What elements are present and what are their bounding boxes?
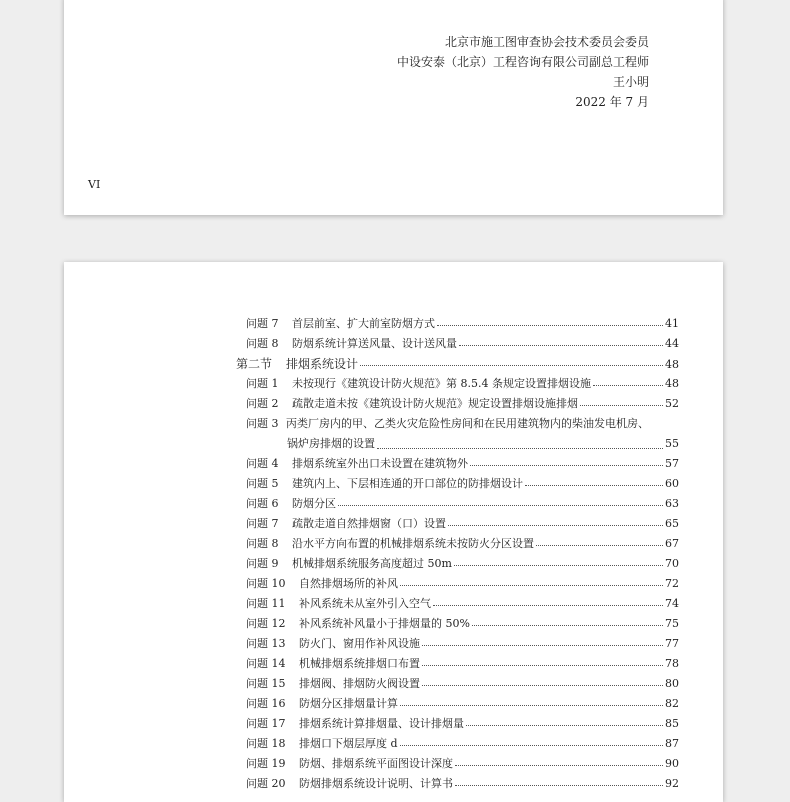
toc-entry-page: 57 <box>665 457 679 470</box>
toc-entry-label: 问题 18 <box>246 737 286 750</box>
toc-entry-title: 未按现行《建筑设计防火规范》第 8.5.4 条规定设置排烟设施 <box>292 377 591 390</box>
toc-entry[interactable] <box>246 674 679 694</box>
leader-dots <box>422 645 663 646</box>
toc-entry-label: 问题 13 <box>246 637 286 650</box>
toc-entry-page: 55 <box>665 437 679 450</box>
toc-entry-page: 78 <box>665 657 679 670</box>
toc-entry-page: 74 <box>665 597 679 610</box>
toc-entry-page: 82 <box>665 697 679 710</box>
toc-entry[interactable] <box>246 494 679 514</box>
toc-entry-title: 机械排烟系统服务高度超过 50m <box>292 557 452 570</box>
toc-entry[interactable] <box>246 334 679 354</box>
toc-entry-label: 问题 20 <box>246 777 286 790</box>
leader-dots <box>454 565 663 566</box>
toc-entry-title: 疏散走道未按《建筑设计防火规范》规定设置排烟设施排烟 <box>292 397 578 410</box>
leader-dots <box>455 785 663 786</box>
toc-entry-title: 首层前室、扩大前室防烟方式 <box>292 317 435 330</box>
toc-entry-title: 补风系统未从室外引入空气 <box>299 597 431 610</box>
toc-entry-continuation[interactable] <box>287 434 679 454</box>
leader-dots <box>422 685 663 686</box>
leader-dots <box>466 725 663 726</box>
toc-entry[interactable] <box>246 534 679 554</box>
toc-entry[interactable] <box>246 474 679 494</box>
toc-entry-page: 70 <box>665 557 679 570</box>
toc-entry-label: 问题 17 <box>246 717 286 730</box>
toc-entry[interactable] <box>246 394 679 414</box>
toc-entry-label: 问题 8 <box>246 337 279 350</box>
toc-entry[interactable] <box>246 774 679 794</box>
leader-dots <box>377 448 663 449</box>
toc-entry-title-cont: 锅炉房排烟的设置 <box>287 437 375 450</box>
toc-entry-title: 防火门、窗用作补风设施 <box>299 637 420 650</box>
toc-entry-page: 87 <box>665 737 679 750</box>
toc-entry-page: 65 <box>665 517 679 530</box>
toc-section-label: 第二节 <box>236 357 273 371</box>
toc-entry-page: 44 <box>665 337 679 350</box>
toc-entry-label: 问题 3 <box>246 417 279 430</box>
signature-date: 2022 年 7 月 <box>575 95 649 109</box>
toc-entry[interactable] <box>246 514 679 534</box>
leader-dots <box>400 585 663 586</box>
toc-entry-title: 排烟系统计算排烟量、设计排烟量 <box>299 717 464 730</box>
toc-entry-label: 问题 16 <box>246 697 286 710</box>
toc-entry-page: 63 <box>665 497 679 510</box>
toc-entry[interactable] <box>246 634 679 654</box>
toc-entry-title: 排烟阀、排烟防火阀设置 <box>299 677 420 690</box>
preface-page <box>64 0 723 215</box>
toc-entry[interactable] <box>246 654 679 674</box>
toc-entry-title: 机械排烟系统排烟口布置 <box>299 657 420 670</box>
toc-entry-title: 疏散走道自然排烟窗（口）设置 <box>292 517 446 530</box>
toc-entry[interactable] <box>246 374 679 394</box>
toc-entry-page: 67 <box>665 537 679 550</box>
toc-entry-title: 防烟分区 <box>292 497 336 510</box>
signature-affiliation-2: 中设安泰（北京）工程咨询有限公司副总工程师 <box>396 55 649 69</box>
leader-dots <box>433 605 663 606</box>
toc-entry-page: 80 <box>665 677 679 690</box>
toc-entry-title: 补风系统补风量小于排烟量的 50% <box>299 617 470 630</box>
page-number: VI <box>88 178 101 191</box>
toc-entry-label: 问题 10 <box>246 577 286 590</box>
leader-dots <box>338 505 663 506</box>
toc-entry-label: 问题 14 <box>246 657 286 670</box>
toc-entry-title-main: 防烟、排烟系统平面图设计深度 <box>299 757 453 770</box>
signature-affiliation-1: 北京市施工图审查协会技术委员会委员 <box>444 35 649 49</box>
leader-dots <box>593 385 663 386</box>
toc-entry-page: 85 <box>665 717 679 730</box>
leader-dots <box>459 345 663 346</box>
toc-entry-page: 52 <box>665 397 679 410</box>
leader-dots <box>437 325 663 326</box>
toc-entry[interactable] <box>246 754 679 774</box>
leader-dots <box>536 545 663 546</box>
toc-entry-label: 问题 8 <box>246 537 279 550</box>
toc-entry[interactable] <box>246 414 679 434</box>
toc-entry[interactable] <box>246 574 679 594</box>
toc-entry[interactable] <box>246 614 679 634</box>
toc-entry-page: 90 <box>665 757 679 770</box>
toc-entry-page: 75 <box>665 617 679 630</box>
leader-dots <box>360 365 663 366</box>
toc-entry-label: 问题 19 <box>246 757 286 770</box>
toc-entry[interactable] <box>246 454 679 474</box>
toc-entry-label: 问题 5 <box>246 477 279 490</box>
toc-entry[interactable] <box>246 594 679 614</box>
toc-entry[interactable] <box>246 314 679 334</box>
toc-entry-title: 排烟系统室外出口未设置在建筑物外 <box>292 457 468 470</box>
toc-entry-label: 问题 7 <box>246 317 279 330</box>
toc-entry-page: 77 <box>665 637 679 650</box>
toc-entry[interactable] <box>246 734 679 754</box>
toc-entry-page: 60 <box>665 477 679 490</box>
toc-entry-page: 72 <box>665 577 679 590</box>
toc-entry-page: 41 <box>665 317 679 330</box>
leader-dots <box>400 705 663 706</box>
toc-entry-label: 问题 7 <box>246 517 279 530</box>
leader-dots <box>455 765 663 766</box>
toc-entry-title: 自然排烟场所的补风 <box>299 577 398 590</box>
toc-entry-title: 丙类厂房内的甲、乙类火灾危险性房间和在民用建筑物内的柴油发电机房、 <box>286 417 649 430</box>
toc-entry-label: 问题 12 <box>246 617 286 630</box>
toc-entry-title: 防烟排烟系统设计说明、计算书 <box>299 777 453 790</box>
signature-name: 王小明 <box>612 75 649 89</box>
toc-entry-label: 问题 6 <box>246 497 279 510</box>
toc-section-title: 排烟系统设计 <box>286 357 359 371</box>
toc-entry-label: 问题 15 <box>246 677 286 690</box>
toc-entry-title: 沿水平方向布置的机械排烟系统未按防火分区设置 <box>292 537 534 550</box>
toc-entry[interactable] <box>246 714 679 734</box>
toc-entry-label: 问题 1 <box>246 377 279 390</box>
toc-page <box>64 262 723 802</box>
toc-entry[interactable] <box>246 554 679 574</box>
toc-entry[interactable] <box>246 694 679 714</box>
leader-dots <box>525 485 663 486</box>
toc-entry-label: 问题 2 <box>246 397 279 410</box>
toc-entry-page: 48 <box>665 377 679 390</box>
toc-entry-label: 问题 4 <box>246 457 279 470</box>
leader-dots <box>580 405 663 406</box>
toc-entry-page: 92 <box>665 777 679 790</box>
leader-dots <box>422 665 663 666</box>
leader-dots <box>400 745 663 746</box>
toc-entry-label: 问题 9 <box>246 557 279 570</box>
toc-entry-label: 问题 11 <box>246 597 286 610</box>
leader-dots <box>472 625 663 626</box>
toc-entry-title: 防烟分区排烟量计算 <box>299 697 398 710</box>
leader-dots <box>470 465 663 466</box>
toc-section-page: 48 <box>665 358 679 371</box>
toc-entry-title: 排烟口下烟层厚度 d <box>299 737 398 750</box>
leader-dots <box>448 525 663 526</box>
toc-entry-title: 防烟系统计算送风量、设计送风量 <box>292 337 457 350</box>
toc-section[interactable] <box>236 354 679 374</box>
toc-entry-title: 建筑内上、下层相连通的开口部位的防排烟设计 <box>292 477 523 490</box>
